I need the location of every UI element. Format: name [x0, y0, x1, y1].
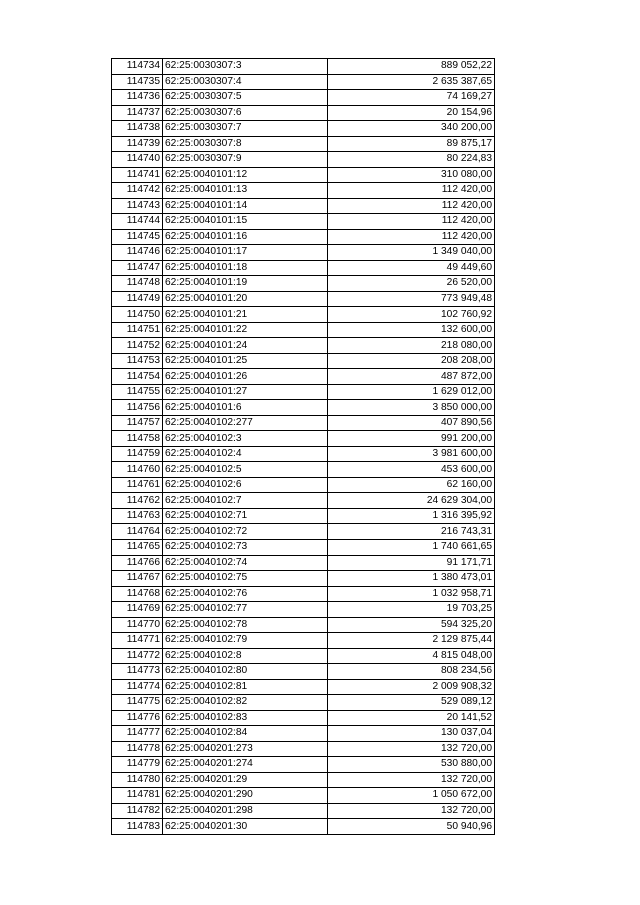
row-number-cell: 114773	[112, 664, 163, 680]
table-row	[112, 508, 495, 524]
row-number-cell: 114770	[112, 617, 163, 633]
row-number-cell: 114743	[112, 198, 163, 214]
row-number-cell: 114751	[112, 322, 163, 338]
cadastral-number-cell: 62:25:0040101:14	[163, 198, 328, 214]
table-row	[112, 586, 495, 602]
row-number-cell: 114768	[112, 586, 163, 602]
value-cell: 773 949,48	[328, 291, 495, 307]
row-number-cell: 114744	[112, 214, 163, 230]
table-row	[112, 260, 495, 276]
table-row	[112, 90, 495, 106]
table-row	[112, 446, 495, 462]
value-cell: 132 600,00	[328, 322, 495, 338]
row-number-cell: 114734	[112, 59, 163, 75]
value-cell: 4 815 048,00	[328, 648, 495, 664]
cadastral-number-cell: 62:25:0030307:6	[163, 105, 328, 121]
cadastral-number-cell: 62:25:0040101:18	[163, 260, 328, 276]
cadastral-number-cell: 62:25:0040201:30	[163, 819, 328, 835]
cadastral-number-cell: 62:25:0030307:9	[163, 152, 328, 168]
cadastral-number-cell: 62:25:0030307:4	[163, 74, 328, 90]
row-number-cell: 114769	[112, 602, 163, 618]
value-cell: 1 032 958,71	[328, 586, 495, 602]
table-row	[112, 291, 495, 307]
value-cell: 2 009 908,32	[328, 679, 495, 695]
row-number-cell: 114783	[112, 819, 163, 835]
cadastral-number-cell: 62:25:0040102:81	[163, 679, 328, 695]
value-cell: 112 420,00	[328, 214, 495, 230]
cadastral-number-cell: 62:25:0040102:73	[163, 539, 328, 555]
value-cell: 1 349 040,00	[328, 245, 495, 261]
row-number-cell: 114737	[112, 105, 163, 121]
cadastral-number-cell: 62:25:0040102:84	[163, 726, 328, 742]
row-number-cell: 114777	[112, 726, 163, 742]
value-cell: 62 160,00	[328, 477, 495, 493]
cadastral-number-cell: 62:25:0040102:76	[163, 586, 328, 602]
table-row	[112, 710, 495, 726]
value-cell: 130 037,04	[328, 726, 495, 742]
table-row	[112, 617, 495, 633]
value-cell: 1 380 473,01	[328, 571, 495, 587]
table-body	[112, 59, 495, 835]
table-row	[112, 757, 495, 773]
row-number-cell: 114780	[112, 772, 163, 788]
table-row	[112, 322, 495, 338]
cadastral-number-cell: 62:25:0040102:72	[163, 524, 328, 540]
cadastral-number-cell: 62:25:0040101:26	[163, 369, 328, 385]
row-number-cell: 114741	[112, 167, 163, 183]
table-row	[112, 803, 495, 819]
cadastral-number-cell: 62:25:0040101:25	[163, 353, 328, 369]
table-row	[112, 462, 495, 478]
value-cell: 216 743,31	[328, 524, 495, 540]
cadastral-number-cell: 62:25:0040101:17	[163, 245, 328, 261]
cadastral-number-cell: 62:25:0040101:15	[163, 214, 328, 230]
row-number-cell: 114774	[112, 679, 163, 695]
row-number-cell: 114757	[112, 415, 163, 431]
row-number-cell: 114740	[112, 152, 163, 168]
cadastral-number-cell: 62:25:0040102:6	[163, 477, 328, 493]
value-cell: 208 208,00	[328, 353, 495, 369]
value-cell: 102 760,92	[328, 307, 495, 323]
cadastral-number-cell: 62:25:0040201:274	[163, 757, 328, 773]
value-cell: 1 740 661,65	[328, 539, 495, 555]
table-row	[112, 602, 495, 618]
cadastral-number-cell: 62:25:0040102:71	[163, 508, 328, 524]
table-row	[112, 695, 495, 711]
table-row	[112, 353, 495, 369]
value-cell: 1 316 395,92	[328, 508, 495, 524]
cadastral-number-cell: 62:25:0040101:27	[163, 384, 328, 400]
value-cell: 26 520,00	[328, 276, 495, 292]
cadastral-number-cell: 62:25:0040101:22	[163, 322, 328, 338]
table-row	[112, 788, 495, 804]
value-cell: 991 200,00	[328, 431, 495, 447]
value-cell: 112 420,00	[328, 229, 495, 245]
row-number-cell: 114748	[112, 276, 163, 292]
value-cell: 80 224,83	[328, 152, 495, 168]
table-row	[112, 369, 495, 385]
table-row	[112, 819, 495, 835]
value-cell: 50 940,96	[328, 819, 495, 835]
table-row	[112, 384, 495, 400]
row-number-cell: 114755	[112, 384, 163, 400]
value-cell: 407 890,56	[328, 415, 495, 431]
cadastral-number-cell: 62:25:0040201:290	[163, 788, 328, 804]
value-cell: 132 720,00	[328, 772, 495, 788]
row-number-cell: 114745	[112, 229, 163, 245]
cadastral-number-cell: 62:25:0040102:3	[163, 431, 328, 447]
cadastral-number-cell: 62:25:0040101:20	[163, 291, 328, 307]
value-cell: 529 089,12	[328, 695, 495, 711]
value-cell: 530 880,00	[328, 757, 495, 773]
cadastral-number-cell: 62:25:0040102:77	[163, 602, 328, 618]
cadastral-number-cell: 62:25:0040102:8	[163, 648, 328, 664]
row-number-cell: 114742	[112, 183, 163, 199]
row-number-cell: 114735	[112, 74, 163, 90]
table-row	[112, 276, 495, 292]
row-number-cell: 114756	[112, 400, 163, 416]
value-cell: 310 080,00	[328, 167, 495, 183]
value-cell: 19 703,25	[328, 602, 495, 618]
value-cell: 3 981 600,00	[328, 446, 495, 462]
row-number-cell: 114771	[112, 633, 163, 649]
row-number-cell: 114763	[112, 508, 163, 524]
cadastral-number-cell: 62:25:0040102:74	[163, 555, 328, 571]
cadastral-number-cell: 62:25:0040101:24	[163, 338, 328, 354]
table-row	[112, 400, 495, 416]
row-number-cell: 114758	[112, 431, 163, 447]
table-row	[112, 214, 495, 230]
value-cell: 218 080,00	[328, 338, 495, 354]
table-row	[112, 539, 495, 555]
value-cell: 20 141,52	[328, 710, 495, 726]
value-cell: 74 169,27	[328, 90, 495, 106]
value-cell: 340 200,00	[328, 121, 495, 137]
value-cell: 1 050 672,00	[328, 788, 495, 804]
table-row	[112, 741, 495, 757]
row-number-cell: 114764	[112, 524, 163, 540]
table-row	[112, 493, 495, 509]
cadastral-number-cell: 62:25:0040102:75	[163, 571, 328, 587]
table-row	[112, 772, 495, 788]
value-cell: 453 600,00	[328, 462, 495, 478]
cadastral-number-cell: 62:25:0040101:21	[163, 307, 328, 323]
table-row	[112, 524, 495, 540]
row-number-cell: 114760	[112, 462, 163, 478]
row-number-cell: 114761	[112, 477, 163, 493]
cadastral-number-cell: 62:25:0040101:13	[163, 183, 328, 199]
row-number-cell: 114759	[112, 446, 163, 462]
row-number-cell: 114739	[112, 136, 163, 152]
row-number-cell: 114767	[112, 571, 163, 587]
cadastral-number-cell: 62:25:0040102:277	[163, 415, 328, 431]
row-number-cell: 114766	[112, 555, 163, 571]
cadastral-number-cell: 62:25:0040201:298	[163, 803, 328, 819]
cadastral-value-table	[111, 58, 495, 835]
value-cell: 2 129 875,44	[328, 633, 495, 649]
table-row	[112, 198, 495, 214]
cadastral-number-cell: 62:25:0040102:78	[163, 617, 328, 633]
value-cell: 132 720,00	[328, 741, 495, 757]
cadastral-number-cell: 62:25:0030307:3	[163, 59, 328, 75]
cadastral-number-cell: 62:25:0030307:7	[163, 121, 328, 137]
table-row	[112, 431, 495, 447]
cadastral-number-cell: 62:25:0040102:5	[163, 462, 328, 478]
table-row	[112, 245, 495, 261]
row-number-cell: 114750	[112, 307, 163, 323]
table-row	[112, 415, 495, 431]
table-row	[112, 167, 495, 183]
row-number-cell: 114752	[112, 338, 163, 354]
row-number-cell: 114749	[112, 291, 163, 307]
value-cell: 20 154,96	[328, 105, 495, 121]
row-number-cell: 114779	[112, 757, 163, 773]
value-cell: 49 449,60	[328, 260, 495, 276]
row-number-cell: 114754	[112, 369, 163, 385]
cadastral-number-cell: 62:25:0030307:8	[163, 136, 328, 152]
cadastral-number-cell: 62:25:0040102:7	[163, 493, 328, 509]
value-cell: 112 420,00	[328, 183, 495, 199]
row-number-cell: 114775	[112, 695, 163, 711]
table-row	[112, 338, 495, 354]
value-cell: 808 234,56	[328, 664, 495, 680]
table-row	[112, 307, 495, 323]
table-row	[112, 679, 495, 695]
value-cell: 132 720,00	[328, 803, 495, 819]
table-row	[112, 74, 495, 90]
cadastral-number-cell: 62:25:0040102:79	[163, 633, 328, 649]
value-cell: 91 171,71	[328, 555, 495, 571]
cadastral-number-cell: 62:25:0040102:82	[163, 695, 328, 711]
value-cell: 89 875,17	[328, 136, 495, 152]
cadastral-number-cell: 62:25:0040102:83	[163, 710, 328, 726]
cadastral-number-cell: 62:25:0040101:19	[163, 276, 328, 292]
value-cell: 2 635 387,65	[328, 74, 495, 90]
table-row	[112, 571, 495, 587]
cadastral-number-cell: 62:25:0040102:80	[163, 664, 328, 680]
table-row	[112, 229, 495, 245]
value-cell: 24 629 304,00	[328, 493, 495, 509]
table-row	[112, 648, 495, 664]
row-number-cell: 114738	[112, 121, 163, 137]
value-cell: 1 629 012,00	[328, 384, 495, 400]
cadastral-number-cell: 62:25:0040201:29	[163, 772, 328, 788]
table-row	[112, 664, 495, 680]
cadastral-number-cell: 62:25:0040201:273	[163, 741, 328, 757]
row-number-cell: 114747	[112, 260, 163, 276]
row-number-cell: 114778	[112, 741, 163, 757]
table-row	[112, 152, 495, 168]
value-cell: 594 325,20	[328, 617, 495, 633]
table-row	[112, 555, 495, 571]
value-cell: 487 872,00	[328, 369, 495, 385]
row-number-cell: 114736	[112, 90, 163, 106]
table-row	[112, 726, 495, 742]
row-number-cell: 114781	[112, 788, 163, 804]
table-row	[112, 633, 495, 649]
table-row	[112, 121, 495, 137]
table-row	[112, 477, 495, 493]
cadastral-number-cell: 62:25:0040101:16	[163, 229, 328, 245]
table-row	[112, 136, 495, 152]
value-cell: 112 420,00	[328, 198, 495, 214]
value-cell: 3 850 000,00	[328, 400, 495, 416]
row-number-cell: 114753	[112, 353, 163, 369]
cadastral-number-cell: 62:25:0040102:4	[163, 446, 328, 462]
row-number-cell: 114765	[112, 539, 163, 555]
row-number-cell: 114746	[112, 245, 163, 261]
cadastral-number-cell: 62:25:0040101:6	[163, 400, 328, 416]
table-row	[112, 183, 495, 199]
cadastral-number-cell: 62:25:0030307:5	[163, 90, 328, 106]
row-number-cell: 114762	[112, 493, 163, 509]
row-number-cell: 114772	[112, 648, 163, 664]
row-number-cell: 114776	[112, 710, 163, 726]
value-cell: 889 052,22	[328, 59, 495, 75]
table-row	[112, 105, 495, 121]
table-row	[112, 59, 495, 75]
cadastral-number-cell: 62:25:0040101:12	[163, 167, 328, 183]
row-number-cell: 114782	[112, 803, 163, 819]
